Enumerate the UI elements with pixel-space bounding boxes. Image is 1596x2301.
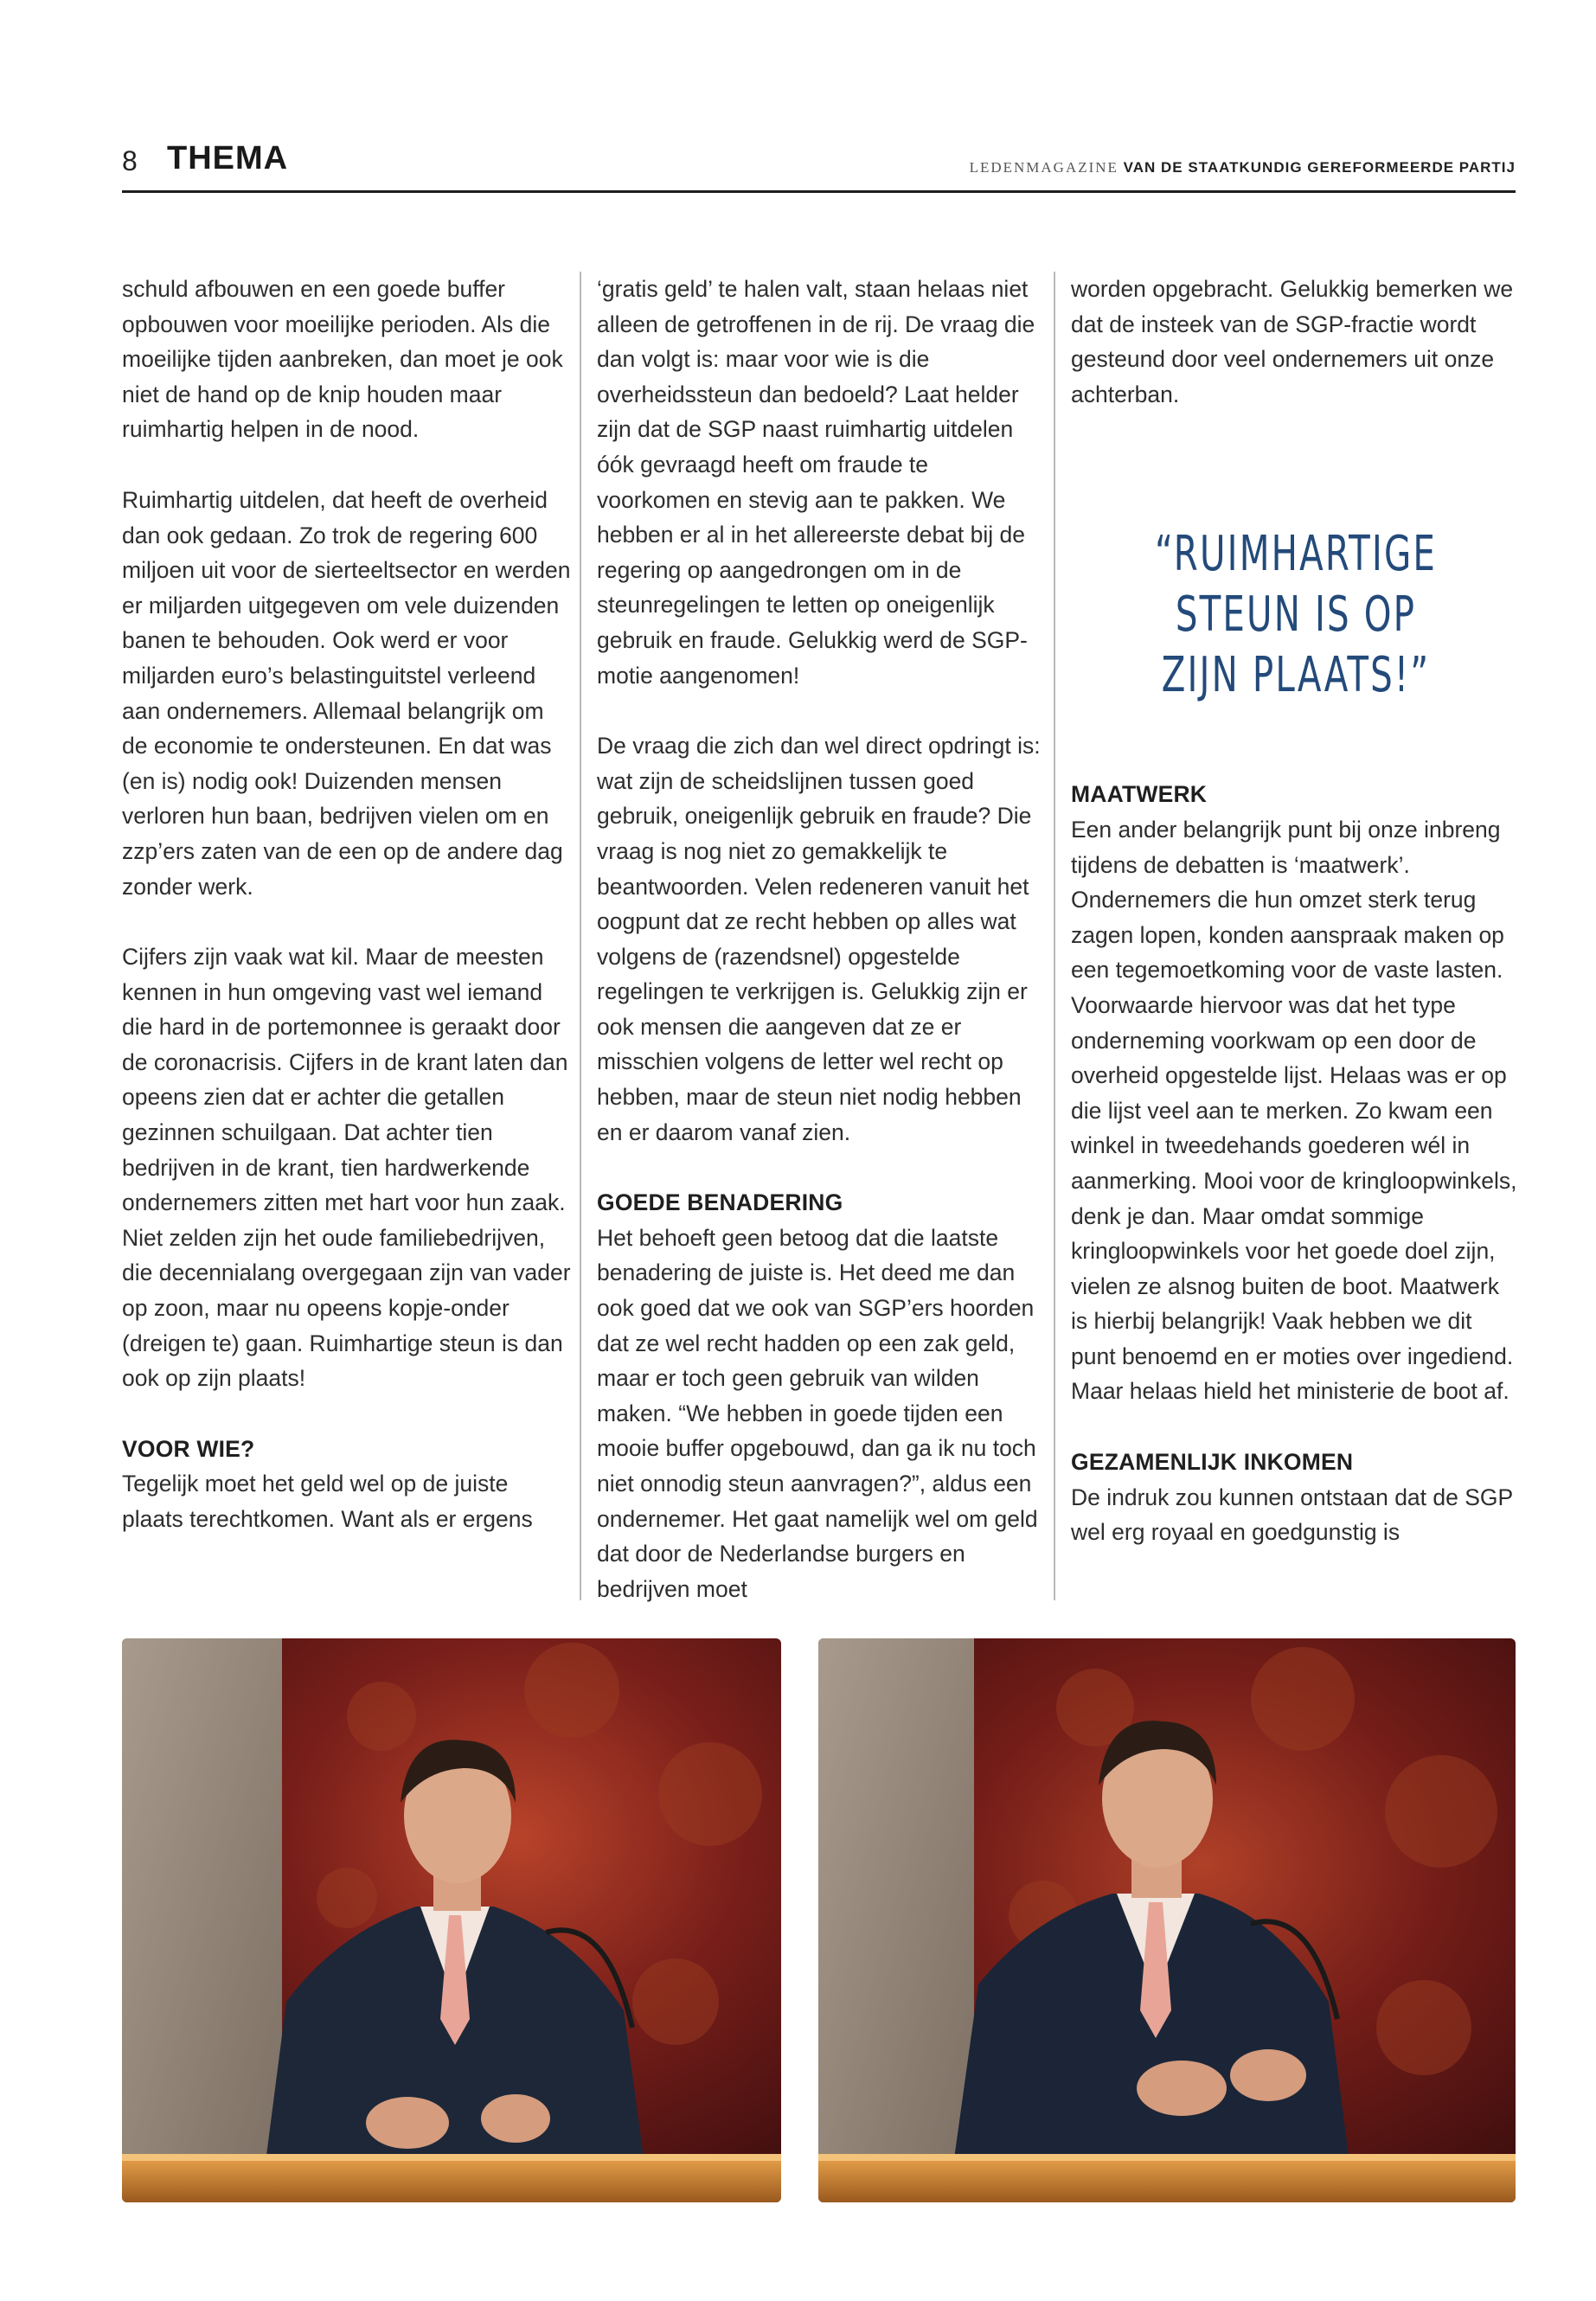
subheading-goede-benadering: GOEDE BENADERING [597,1189,843,1216]
section-title: THEMA [167,140,289,176]
column-divider [1054,272,1055,1600]
photo-speaker-left [122,1638,781,2202]
page-number: 8 [122,145,138,176]
photo-speaker-right [818,1638,1516,2202]
paragraph: De vraag die zich dan wel direct opdringt is: wat zijn de scheidslijnen tussen goed gebruik, oneigenlijk gebruik en fraude? Die vraag is nog niet zo gemakkelijk te beantwoorden. Velen redeneren vanuit het oogpunt dat ze recht hebben op alles wat volgens de (razendsnel) opgestelde regelingen te verkrijgen is. Gelukkig zijn er ook mensen die aangeven dat ze er misschien volgens de letter wel recht op hebben, maar de steun niet nodig hebben en er daarom vanaf zien. [597,733,1041,1145]
article-column-1 [122,272,572,1600]
article-column-2 [597,272,1047,1600]
paragraph: schuld afbouwen en een goede buffer opbouwen voor moeilijke perioden. Als die moeilijke tijden aanbreken, dan moet je ook niet de hand op de knip houden maar ruimhartig helpen in de nood. [122,276,563,443]
masthead-light: LEDENMAGAZINE [969,159,1118,176]
subheading-gezamenlijk-inkomen: GEZAMENLIJK INKOMEN [1071,1449,1354,1476]
subheading-voor-wie: VOOR WIE? [122,1435,255,1462]
paragraph: Ruimhartig uitdelen, dat heeft de overheid dan ook gedaan. Zo trok de regering 600 miljoen uit voor de sierteeltsector en werden er miljarden uitgegeven om vele duizenden banen te behouden. Ook werd er voor miljarden euro’s belastinguitstel verleend aan ondernemers. Allemaal belangrijk om de economie te ondersteunen. En dat was (en is) nodig ook! Duizenden mensen verloren hun baan, bedrijven vielen om en zzp’ers zaten van de een op de andere dag zonder werk. [122,486,571,900]
paragraph: Tegelijk moet het geld wel op de juiste plaats terechtkomen. Want als er ergens [122,1471,533,1532]
paragraph: De indruk zou kunnen ontstaan dat de SGP wel erg royaal en goedgunstig is [1071,1484,1513,1546]
paragraph: Het behoeft geen betoog dat die laatste benadering de juiste is. Het deed me dan ook goed dat we ook van SGP’ers hoorden dat ze wel recht hadden op een zak geld, maar er toch geen gebruik van wilden maken. “We hebben in goede tijden een mooie buffer opgebouwd, dan ga ik nu toch niet onnodig steun aanvragen?”, aldus een ondernemer. Het gaat namelijk wel om geld dat door de Nederlandse burgers en bedrijven moet [597,1224,1038,1602]
masthead [970,159,1516,176]
pull-quote: “RUIMHARTIGE STEUN IS OP ZIJN PLAATS!” [1154,526,1438,704]
paragraph: Cijfers zijn vaak wat kil. Maar de meesten kennen in hun omgeving vast wel iemand die hard in de portemonnee is geraakt door de coronacrisis. Cijfers in de krant laten dan opeens zien dat er achter die getallen gezinnen schuilgaan. Dat achter tien bedrijven in de krant, tien hardwerkende ondernemers zitten met hart voor hun zaak. Niet zelden zijn het oude familiebedrijven, die decennialang overgegaan zijn van vader op zoon, maar nu opeens kopje-onder (dreigen te) gaan. Ruimhartige steun is dan ook op zijn plaats! [122,944,571,1392]
paragraph: Een ander belangrijk punt bij onze inbreng tijdens de debatten is ‘maatwerk’. Ondernemers die hun omzet sterk terug zagen lopen, konden aanspraak maken op een tegemoetkoming voor de vaste lasten. Voorwaarde hiervoor was dat het type onderneming voorkwam op een door de overheid opgestelde lijst. Helaas was er op die lijst veel aan te merken. Zo kwam een winkel in tweedehands goederen wél in aanmerking. Mooi voor de kringloopwinkels, denk je dan. Maar omdat sommige kringloopwinkels voor het goede doel zijn, vielen ze alsnog buiten de boot. Maatwerk is hierbij belangrijk! Vaak hebben we dit punt benoemd en er moties over ingediend. Maar helaas hield het ministerie de boot af. [1071,816,1517,1405]
photo-image [818,1638,1516,2202]
photo-image [122,1638,781,2202]
page-header [122,140,1516,193]
paragraph: worden opgebracht. Gelukkig bemerken we dat de insteek van de SGP-fractie wordt gesteund door veel ondernemers uit onze achterban. [1071,276,1514,407]
subheading-maatwerk: MAATWERK [1071,781,1208,808]
column-divider [580,272,581,1600]
paragraph: ‘gratis geld’ te halen valt, staan helaas niet alleen de getroffenen in de rij. De vraag die dan volgt is: maar voor wie is die overheidssteun dan bedoeld? Laat helder zijn dat de SGP naast ruimhartig uitdelen óók gevraagd heeft om fraude te voorkomen en stevig aan te pakken. We hebben er al in het allereerste debat bij de regering op aangedrongen om in de steunregelingen te letten op oneigenlijk gebruik en fraude. Gelukkig werd de SGP-motie aangenomen! [597,276,1035,689]
masthead-bold: VAN DE STAATKUNDIG GEREFORMEERDE PARTIJ [1123,159,1516,176]
article-column-3 [1071,272,1521,1600]
